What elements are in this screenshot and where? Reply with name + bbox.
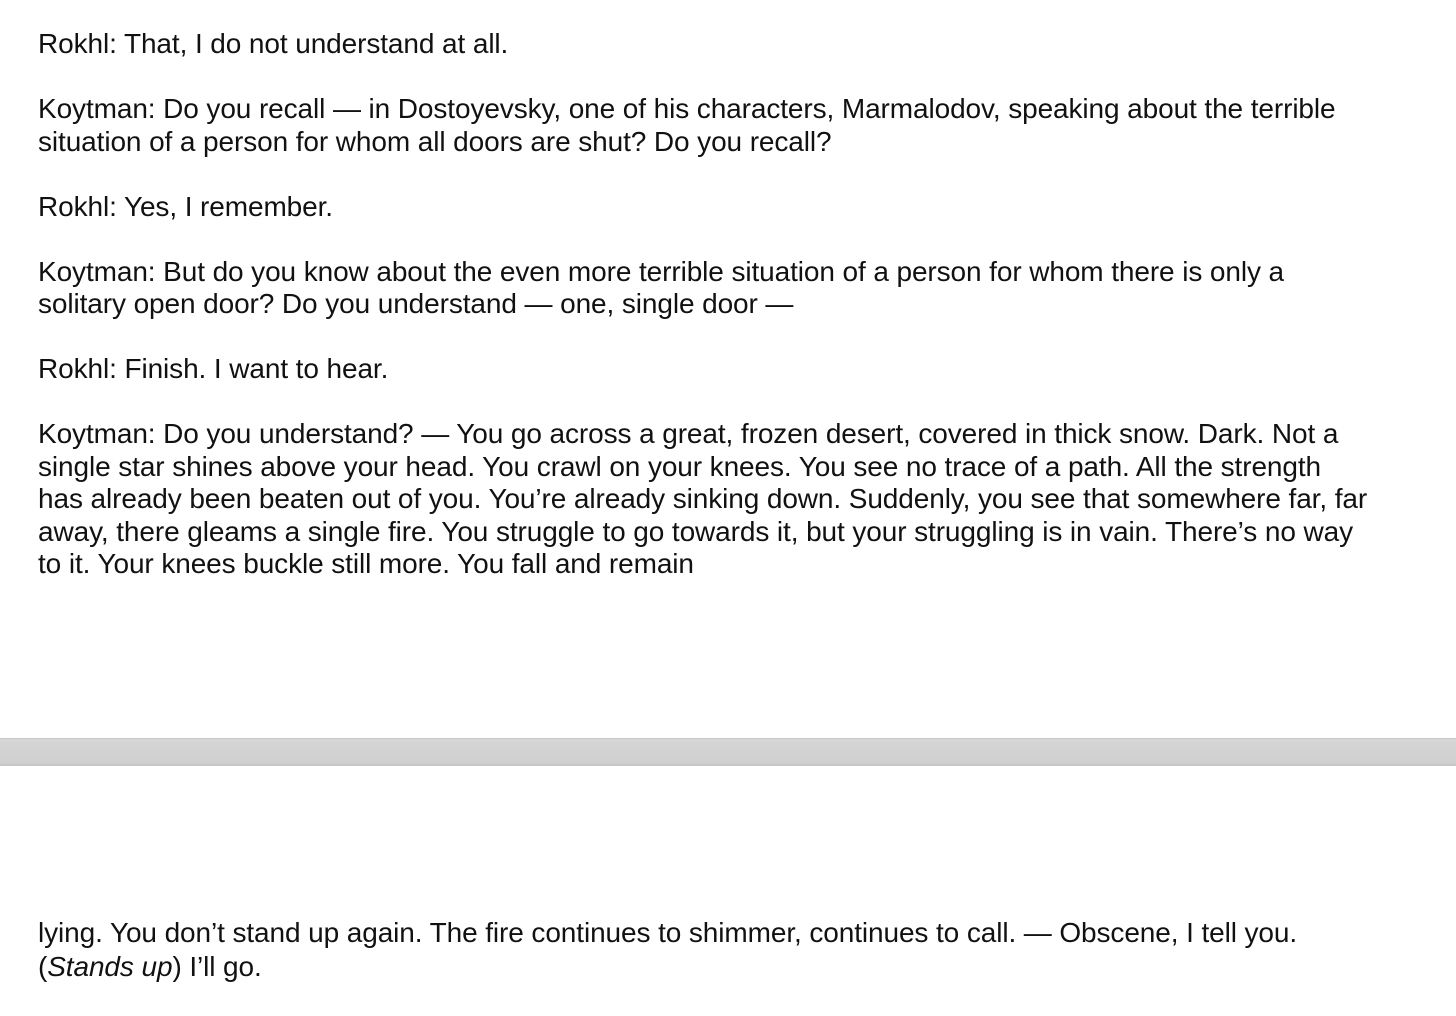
dialogue-line: Yes, I remember.	[123, 190, 333, 222]
speaker-name: Koytman :	[38, 256, 163, 287]
dialogue-paragraph	[38, 256, 1368, 321]
dialogue-line: That, I do not understand at all.	[123, 28, 509, 59]
page-break-separator	[0, 738, 1456, 766]
dialogue-line: Do you understand? — You go across a great, frozen desert, covered in thick snow. Dark. Not a single star shines above your head. You crawl on your knees. You see no trace of a path. All the strength has already been beaten out of you. You’re already sinking down. Suddenly, you see that somewhere far, far away, there gleams a single fire. You struggle to go towards it, but your struggling is in vain. There’s no way to it. Your knees buckle still more. You fall and remain	[38, 418, 1368, 579]
dialogue-paragraph	[38, 353, 1368, 386]
dialogue-paragraph	[38, 418, 1368, 581]
dialogue-line: Do you recall — in Dostoyevsky, one of his characters, Marmalodov, speaking about the terrible situation of a person for whom all doors are shut? Do you recall?	[38, 93, 1336, 157]
stage-direction: Stands up	[47, 951, 173, 982]
dialogue-paragraph	[38, 191, 1368, 224]
document-page-bottom	[0, 766, 1456, 1016]
dialogue-paragraph	[38, 28, 1368, 61]
closing-line: ) I’ll go.	[172, 951, 262, 982]
continuation-line: lying. You don’t stand up again. The fire continues to shimmer, continues to call. — Obscene, I tell you. (	[38, 917, 1298, 982]
speaker-name: Koytman :	[38, 418, 163, 449]
continuation-text-block	[38, 916, 1368, 984]
dialogue-line: But do you know about the even more terrible situation of a person for whom there is only a solitary open door? Do you understand — one, single door —	[38, 255, 1285, 319]
speaker-name: Koytman :	[38, 93, 163, 124]
dialogue-continuation	[38, 916, 1368, 984]
dialogue-line: Finish. I want to hear.	[124, 353, 389, 384]
dialogue-text-block	[38, 28, 1368, 581]
speaker-name: Rokhl :	[38, 353, 124, 384]
speaker-name: Rokhl :	[38, 28, 124, 59]
dialogue-paragraph	[38, 93, 1368, 158]
speaker-name: Rokhl :	[38, 191, 124, 222]
